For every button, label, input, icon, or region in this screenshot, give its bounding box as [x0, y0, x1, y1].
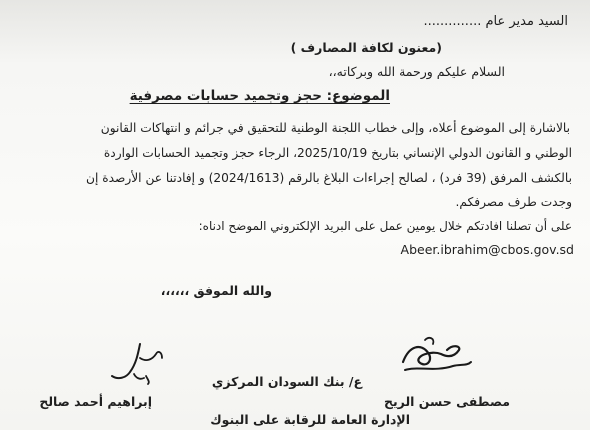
cc-line: (معنون لكافة المصارف ): [290, 40, 442, 55]
body-line-2: الوطني و القانون الدولي الإنساني بتاريخ 2025/10/19، الرجاء حجز وتجميد الحسابات الواردة: [103, 146, 572, 160]
signature-left: [100, 340, 170, 386]
email-address[interactable]: Abeer.ibrahim@cbos.gov.sd: [400, 242, 574, 257]
addressee: السيد مدير عام ..............: [423, 14, 568, 29]
signature-right: [395, 332, 475, 380]
body-line-4: وجدت طرف مصرفكم.: [455, 195, 572, 209]
department-line: الإدارة العامة للرقابة على البنوك: [210, 412, 410, 427]
subject-line: الموضوع: حجز وتجميد حسابات مصرفية: [129, 88, 390, 104]
body-line-3: بالكشف المرفق (39 فرد) ، لصالح إجراءات البلاغ بالرقم (2024/1613) و إفادتنا عن الأرصدة إن: [86, 171, 572, 185]
body-line-1: بالاشارة إلى الموضوع أعلاه، وإلى خطاب اللجنة الوطنية للتحقيق في جرائم و انتهاكات القانون: [100, 121, 570, 135]
on-behalf-line: ع/ بنك السودان المركزي: [211, 374, 362, 389]
greeting: السلام عليكم ورحمة الله وبركاته،،: [328, 64, 505, 79]
signatory-right-name: مصطفى حسن الريح: [383, 394, 510, 409]
signatory-left-name: إبراهيم أحمد صالح: [39, 394, 152, 409]
closing-line: والله الموفق ،،،،،،: [160, 283, 272, 298]
request-line: على أن تصلنا افادتكم خلال يومين عمل على البريد الإلكتروني الموضح ادناه:: [198, 219, 572, 233]
